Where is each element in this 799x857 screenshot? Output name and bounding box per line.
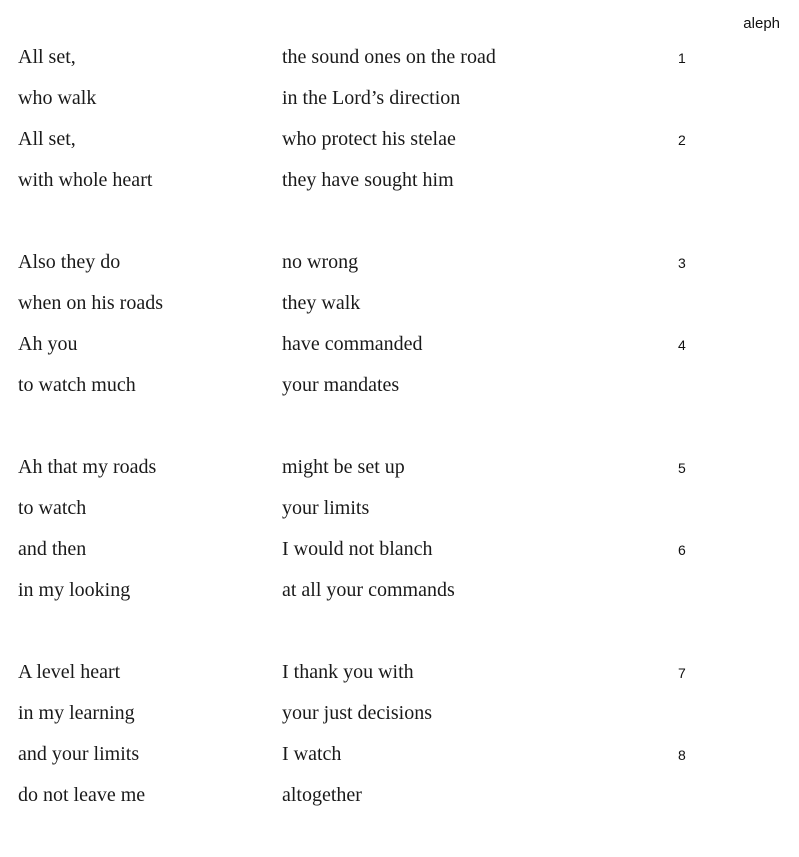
verse-number: 8 — [678, 747, 686, 763]
line-second-half: your limits — [282, 497, 370, 519]
line-first-half: and your limits — [18, 743, 140, 765]
poem-line — [18, 570, 778, 611]
verse-number: 5 — [678, 460, 686, 476]
line-second-half: your just decisions — [282, 702, 432, 724]
verse-number: 2 — [678, 132, 686, 148]
poem-line — [18, 242, 778, 283]
verse-number: 1 — [678, 50, 686, 66]
line-second-half: might be set up — [282, 456, 405, 478]
line-second-half: your mandates — [282, 374, 400, 396]
line-second-half: I would not blanch — [282, 538, 433, 560]
verse-number: 4 — [678, 337, 686, 353]
poem-line — [18, 529, 778, 570]
line-first-half: All set, — [18, 46, 76, 68]
line-second-half: I thank you with — [282, 661, 414, 683]
line-second-half: they walk — [282, 292, 361, 314]
poem-line — [18, 37, 778, 78]
line-first-half: do not leave me — [18, 784, 146, 806]
section-label: aleph — [743, 15, 780, 32]
line-second-half: no wrong — [282, 251, 359, 273]
line-first-half: A level heart — [18, 661, 121, 683]
line-second-half: in the Lord’s direction — [282, 87, 461, 109]
verse-number: 3 — [678, 255, 686, 271]
verse-number: 6 — [678, 542, 686, 558]
poem-line — [18, 693, 778, 734]
stanza — [18, 447, 778, 611]
poem-line — [18, 652, 778, 693]
poem-line — [18, 734, 778, 775]
poem-line — [18, 324, 778, 365]
poem-line — [18, 488, 778, 529]
line-second-half: have commanded — [282, 333, 423, 355]
line-first-half: All set, — [18, 128, 76, 150]
line-first-half: to watch much — [18, 374, 136, 396]
line-first-half: in my looking — [18, 579, 131, 601]
line-second-half: the sound ones on the road — [282, 46, 496, 68]
line-first-half: and then — [18, 538, 87, 560]
stanza — [18, 37, 778, 201]
verse-number: 7 — [678, 665, 686, 681]
stanza — [18, 242, 778, 406]
line-first-half: Also they do — [18, 251, 121, 273]
line-first-half: with whole heart — [18, 169, 153, 191]
poem-line — [18, 365, 778, 406]
stanza — [18, 652, 778, 816]
poem-line — [18, 283, 778, 324]
line-second-half: who protect his stelae — [282, 128, 456, 150]
poem — [18, 37, 778, 857]
line-second-half: at all your commands — [282, 579, 455, 601]
line-second-half: altogether — [282, 784, 362, 806]
line-first-half: in my learning — [18, 702, 135, 724]
line-second-half: I watch — [282, 743, 342, 765]
line-second-half: they have sought him — [282, 169, 454, 191]
poem-line — [18, 119, 778, 160]
poem-line — [18, 447, 778, 488]
line-first-half: Ah you — [18, 333, 78, 355]
poem-line — [18, 78, 778, 119]
line-first-half: who walk — [18, 87, 97, 109]
line-first-half: to watch — [18, 497, 87, 519]
line-first-half: when on his roads — [18, 292, 163, 314]
line-first-half: Ah that my roads — [18, 456, 157, 478]
poem-line — [18, 775, 778, 816]
poem-line — [18, 160, 778, 201]
